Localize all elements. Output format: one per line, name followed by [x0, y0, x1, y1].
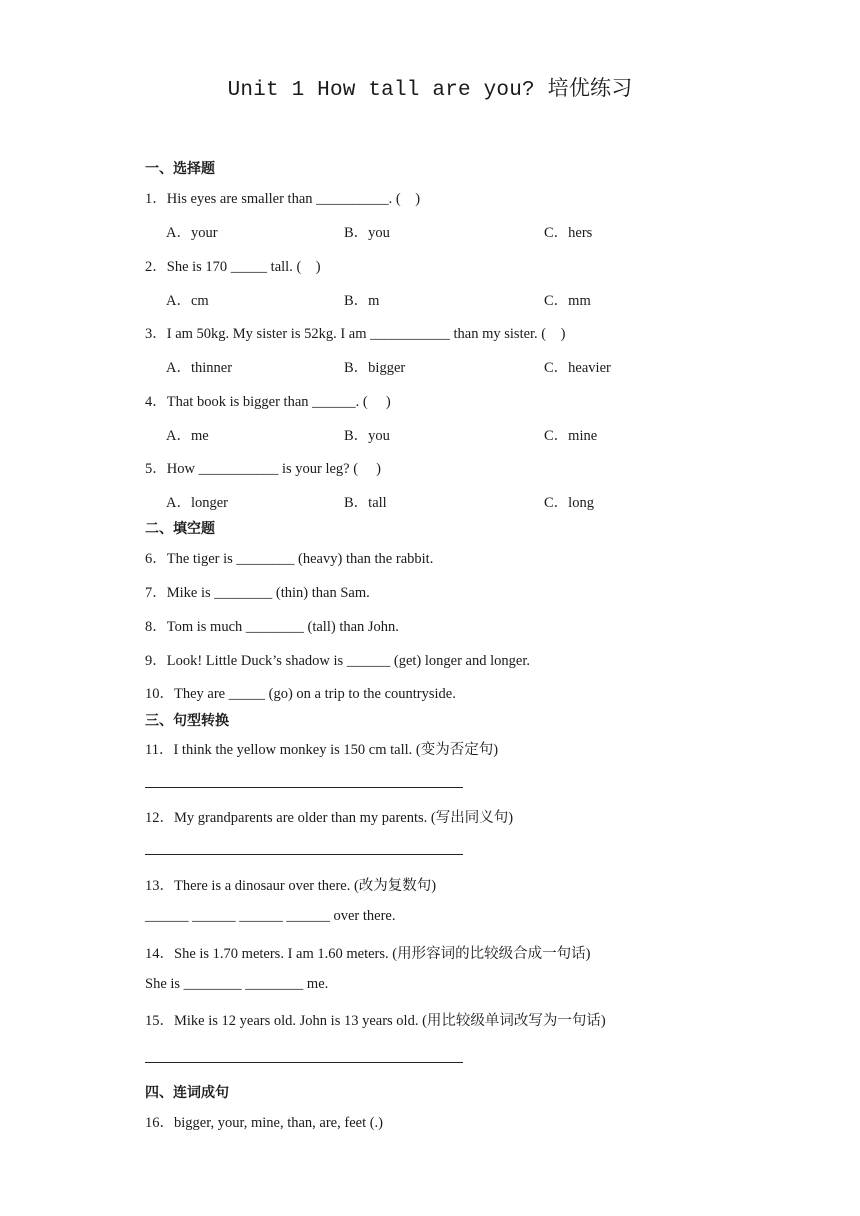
question-10: 10．They are _____ (go) on a trip to the countryside. [145, 686, 456, 702]
section-heading-sentence-transform: 三、句型转换 [145, 713, 229, 729]
question-7: 7．Mike is ________ (thin) than Sam. [145, 585, 370, 601]
question-11: 11．I think the yellow monkey is 150 cm tall. (变为否定句) [145, 742, 499, 758]
question-2: 2．She is 170 _____ tall. ( ) [145, 259, 321, 275]
question-9: 9．Look! Little Duck’s shadow is ______ (get) longer and longer. [145, 653, 530, 669]
question-3: 3．I am 50kg. My sister is 52kg. I am ___________ than my sister. ( ) [145, 326, 566, 342]
q2-option-b: B．m [344, 293, 380, 309]
q5-option-b: B．tall [344, 495, 387, 511]
question-6: 6．The tiger is ________ (heavy) than the rabbit. [145, 551, 434, 567]
question-13: 13．There is a dinosaur over there. (改为复数句) [145, 878, 437, 894]
question-16: 16．bigger, your, mine, than, are, feet (.) [145, 1115, 384, 1131]
question-8: 8．Tom is much ________ (tall) than John. [145, 619, 399, 635]
section-heading-word-order: 四、连词成句 [145, 1085, 229, 1101]
page-title: Unit 1 How tall are you? 培优练习 [227, 79, 633, 102]
q3-option-c: C．heavier [544, 360, 611, 376]
answer-line-15 [145, 1062, 463, 1063]
question-14: 14．She is 1.70 meters. I am 1.60 meters. (用形容词的比较级合成一句话) [145, 946, 591, 962]
section-heading-fill-blank: 二、填空题 [145, 521, 215, 537]
q4-option-c: C．mine [544, 428, 598, 444]
section-heading-choice: 一、选择题 [145, 161, 215, 177]
question-15: 15．Mike is 12 years old. John is 13 years old. (用比较级单词改写为一句话) [145, 1013, 606, 1029]
q1-option-c: C．hers [544, 225, 593, 241]
q1-option-a: A．your [166, 225, 218, 241]
question-5: 5．How ___________ is your leg? ( ) [145, 461, 382, 477]
q1-option-b: B．you [344, 225, 390, 241]
question-13-answer: ______ ______ ______ ______ over there. [145, 908, 396, 924]
question-1: 1．His eyes are smaller than __________. ( ) [145, 191, 421, 207]
question-4: 4．That book is bigger than ______. ( ) [145, 394, 391, 410]
q4-option-a: A．me [166, 428, 209, 444]
question-12: 12．My grandparents are older than my parents. (写出同义句) [145, 810, 514, 826]
q2-option-c: C．mm [544, 293, 591, 309]
q5-option-c: C．long [544, 495, 594, 511]
q4-option-b: B．you [344, 428, 390, 444]
question-14-answer: She is ________ ________ me. [145, 976, 329, 992]
q5-option-a: A．longer [166, 495, 229, 511]
q3-option-b: B．bigger [344, 360, 406, 376]
q2-option-a: A．cm [166, 293, 209, 309]
answer-line-11 [145, 787, 463, 788]
answer-line-12 [145, 854, 463, 855]
q3-option-a: A．thinner [166, 360, 233, 376]
